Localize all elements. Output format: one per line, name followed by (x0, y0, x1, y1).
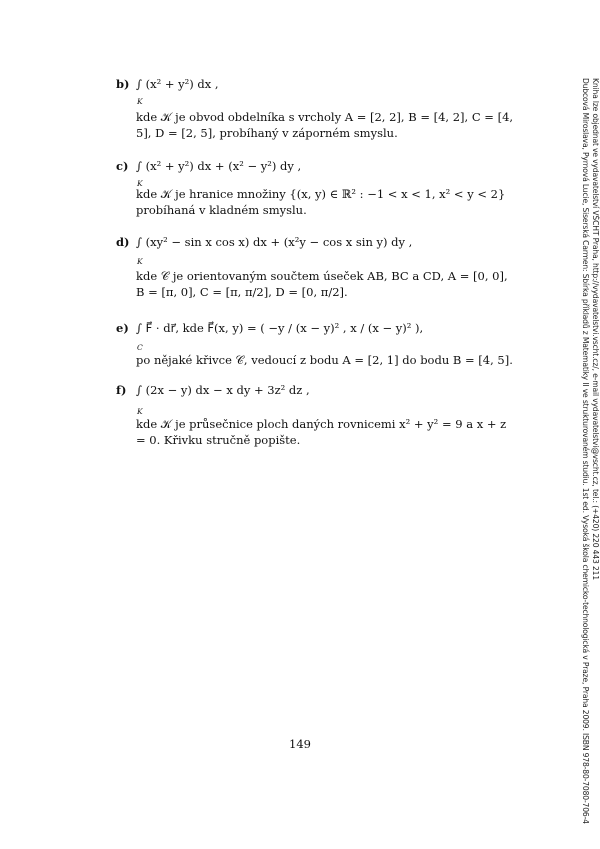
problem-b (116, 72, 516, 142)
problem-description: kde 𝒦 je hranice množiny {(x, y) ∈ ℝ² : −1 < x < 1, x² < y < 2} probíhaná v kladném smyslu. (136, 187, 506, 217)
problem-description: po nějaké křivce 𝒞, vedoucí z bodu A = [2, 1] do bodu B = [4, 5]. (136, 353, 513, 367)
page-number: 149 (289, 737, 311, 751)
problem-label: d) (116, 235, 130, 249)
problem-label: f) (116, 383, 127, 397)
problem-description: kde 𝒦 je obvod obdelníka s vrcholy A = [2, 2], B = [4, 2], C = [4, 5], D = [2, 5], probíhaný v záporném smyslu. (136, 110, 514, 140)
problem-d (116, 228, 516, 308)
problem-c (116, 150, 516, 220)
integral-formula: ∫ F⃗ · dr⃗, kde F⃗(x, y) = ( −y / (x − y)² , x / (x − y)² ), (136, 321, 424, 335)
problem-e (116, 312, 516, 372)
integral-subscript: K (137, 407, 143, 416)
integral-subscript: C (137, 343, 143, 352)
side-note-line-1: Dubcová Miroslava, Pyrnová Lucie, Siserská Carmen: Sbírka příkladů z Matematiky II ve strukturovaném studiu. 1st ed. Vysoká škola chemicko-technologická v Praze, Praha 2009. ISBN 978-80-7080-706-4 (581, 78, 590, 824)
problem-label: b) (116, 77, 130, 91)
side-note (581, 78, 600, 824)
integral-formula: ∫ (2x − y) dx − x dy + 3z² dz , (136, 383, 310, 397)
integral-subscript: K (137, 257, 143, 266)
problem-description: kde 𝒞 je orientovaným součtem úseček AB, BC a CD, A = [0, 0], B = [π, 0], C = [π, π/2], D = [0, π/2]. (136, 269, 508, 299)
integral-subscript: K (137, 179, 143, 188)
problem-label: c) (116, 159, 129, 173)
integral-formula: ∫ (xy² − sin x cos x) dx + (x²y − cos x sin y) dy , (136, 235, 413, 249)
integral-formula: ∫ (x² + y²) dx + (x² − y²) dy , (136, 159, 302, 173)
problem-description: kde 𝒦 je průsečnice ploch daných rovnicemi x² + y² = 9 a x + z = 0. Křivku stručně popište. (136, 417, 507, 447)
integral-formula: ∫ (x² + y²) dx , (136, 77, 219, 91)
side-note-line-2: Kniha lze objednat ve vydavatelství VŠCHT Praha, http://vydavatelstvi.vscht.cz/, e-mail vydavatelstvi@vscht.cz, tel.: (+420) 220 443 211 (591, 78, 600, 581)
problem-label: e) (116, 321, 129, 335)
problem-f (116, 374, 516, 454)
integral-subscript: K (137, 97, 143, 106)
